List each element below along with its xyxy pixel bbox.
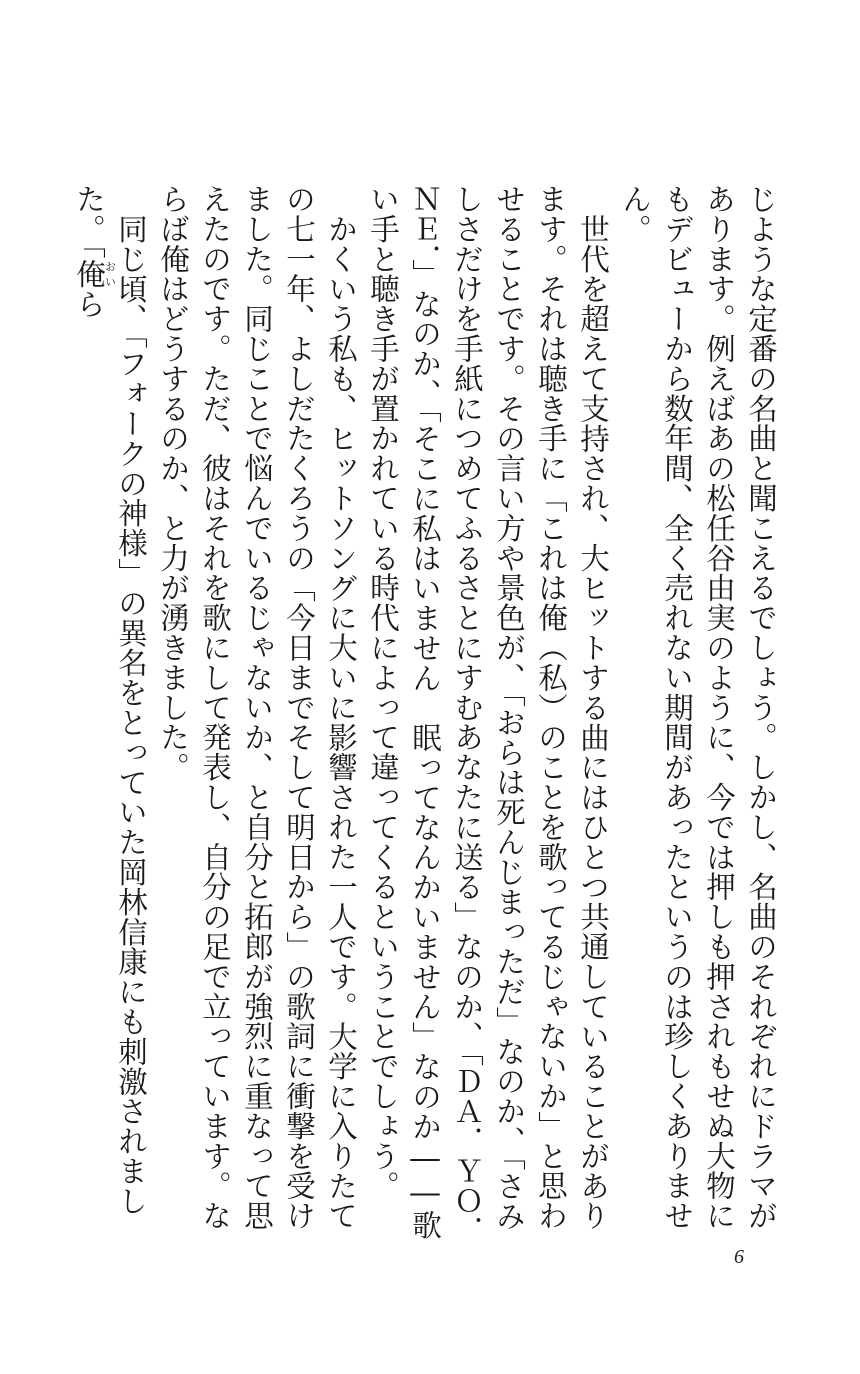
page-number: 6: [734, 1246, 744, 1268]
paragraph-4: [68, 184, 152, 1254]
paragraph-4-lead: 同じ頃、「フォークの神様」の異名をとっていた岡林信康にも刺激されました。「: [72, 184, 148, 1216]
ruby-base: 俺: [72, 258, 106, 289]
ruby-word: [72, 258, 117, 289]
paragraph-3: かくいう私も、ヒットソングに大いに影響された一人です。大学に入りたての七一年、よしだたくろうの「今日までそして明日から」の歌詞に衝撃を受けました。同じことで悩んでいるじゃないか、と自分と拓郎が強烈に重なって思えたのです。ただ、彼はそれを歌にして発表し、自分の足で立っています。ならば俺はどうするのか、と力が湧きました。: [156, 184, 358, 1231]
paragraph-2: 世代を超えて支持され、大ヒットする曲にはひとつ共通していることがあります。それは聴き手に「これは俺（私）のことを歌ってるじゃないか」と思わせることです。その言い方や景色が、「おらは死んじまっただ」なのか、「さみしさだけを手紙につめてふるさとにすむあなたに送る」なのか、「ＤＡ．ＹＯ．ＮＥ．」なのか、「そこに私はいません 眠ってなんかいません」なのか――歌い手と聴き手が置かれている時代によって違ってくるということでしょう。: [366, 184, 610, 1246]
vertical-body-text: [68, 184, 782, 1254]
paragraph-4-tail: ら: [72, 288, 106, 319]
paragraph-1: じような定番の名曲と聞こえるでしょう。しかし、名曲のそれぞれにドラマがあります。例えばあの松任谷由実のように、今では押しも押されもせぬ大物にもデビューから数年間、全く売れない期間があったというのは珍しくありません。: [618, 184, 778, 1231]
ruby-reading: おい: [103, 258, 117, 289]
